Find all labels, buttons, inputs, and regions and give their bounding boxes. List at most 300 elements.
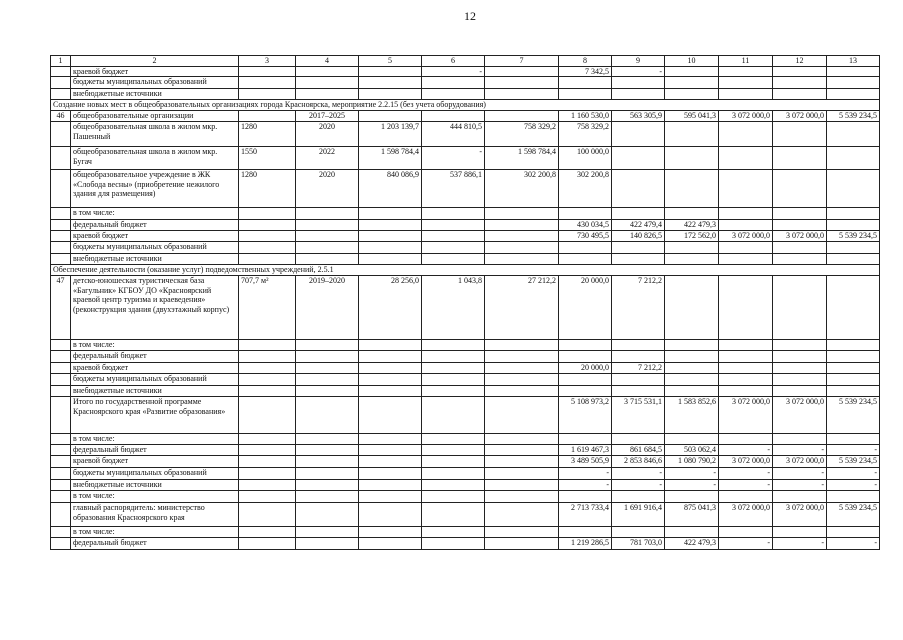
table-cell [773,276,827,340]
table-cell [296,254,359,265]
table-cell [827,363,880,374]
table-cell [773,220,827,231]
row-label: общеобразовательная школа в жилом мкр. Бугач [71,147,239,170]
table-cell: 1280 [239,122,296,147]
table-row [51,445,880,456]
table-cell [359,397,422,434]
table-cell [773,77,827,89]
table-cell [422,503,485,527]
table-cell [359,111,422,122]
table-cell [422,456,485,468]
table-cell [51,242,71,254]
table-cell [51,503,71,527]
table-cell [239,254,296,265]
table-cell [719,242,773,254]
table-cell [422,527,485,538]
table-cell [51,434,71,445]
section-title: Обеспечение деятельности (оказание услуг) подведомственных учреждений, 2.5.1 [51,265,880,276]
table-cell [422,208,485,220]
table-cell: - [559,480,612,491]
table-cell: 422 479,3 [665,220,719,231]
table-cell [827,276,880,340]
section-row [51,265,880,276]
table-cell: - [559,468,612,480]
table-cell [485,254,559,265]
table-cell [485,231,559,242]
table-cell [773,491,827,503]
row-label: краевой бюджет [71,456,239,468]
table-cell [827,170,880,208]
table-cell: - [827,538,880,550]
table-cell [239,340,296,351]
table-cell: 3 072 000,0 [773,503,827,527]
table-cell: 2020 [296,122,359,147]
table-cell [239,386,296,397]
table-cell [359,386,422,397]
table-cell [485,374,559,386]
table-cell [296,434,359,445]
table-row [51,208,880,220]
table-cell [51,340,71,351]
header-row [51,56,880,67]
table-cell [665,374,719,386]
table-cell [359,456,422,468]
table-row [51,340,880,351]
table-cell [773,242,827,254]
table-cell: 3 715 531,1 [612,397,665,434]
table-cell: 7 212,2 [612,363,665,374]
table-cell [239,480,296,491]
table-cell: 20 000,0 [559,276,612,340]
table-cell [359,77,422,89]
table-cell: 302 200,8 [559,170,612,208]
table-cell [665,77,719,89]
table-cell: 2 713 733,4 [559,503,612,527]
table-cell [719,527,773,538]
table-cell: 3 489 505,9 [559,456,612,468]
table-cell [359,340,422,351]
table-cell [422,480,485,491]
table-cell [559,527,612,538]
table-cell: 5 108 973,2 [559,397,612,434]
table-row [51,351,880,363]
row-label: в том числе: [71,434,239,445]
table-cell: 3 072 000,0 [719,397,773,434]
row-label: федеральный бюджет [71,351,239,363]
table-cell [485,503,559,527]
table-cell [359,66,422,77]
table-cell [719,122,773,147]
table-cell: - [773,445,827,456]
table-row [51,468,880,480]
page-number: 12 [464,9,476,23]
table-cell [665,351,719,363]
row-label: бюджеты муниципальных образований [71,374,239,386]
row-label: главный распорядитель: министерство образования Красноярского края [71,503,239,527]
table-cell [773,527,827,538]
table-cell [665,66,719,77]
column-number: 2 [71,56,239,67]
table-cell [719,363,773,374]
table-row [51,242,880,254]
row-label: общеобразовательная школа в жилом мкр. Пашенный [71,122,239,147]
table-cell: 3 072 000,0 [773,456,827,468]
row-label: внебюджетные источники [71,89,239,100]
column-number: 4 [296,56,359,67]
table-cell [359,374,422,386]
table-cell [239,351,296,363]
table-cell [773,374,827,386]
table-cell [296,480,359,491]
table-cell [485,66,559,77]
table-cell: 3 072 000,0 [719,456,773,468]
table-cell [773,170,827,208]
table-cell [51,456,71,468]
table-cell [239,66,296,77]
row-label: в том числе: [71,208,239,220]
table-cell: 5 539 234,5 [827,231,880,242]
table-cell [827,434,880,445]
table-cell [239,468,296,480]
table-cell [296,220,359,231]
table-cell [239,220,296,231]
table-cell [422,254,485,265]
column-number: 8 [559,56,612,67]
table-cell [827,527,880,538]
table-row [51,231,880,242]
table-cell [773,208,827,220]
table-row [51,363,880,374]
table-cell [665,170,719,208]
column-number: 9 [612,56,665,67]
table-cell [359,445,422,456]
column-number: 12 [773,56,827,67]
table-row [51,147,880,170]
table-cell [359,254,422,265]
row-label: Итого по государственной программе Красноярского края «Развитие образования» [71,397,239,434]
table-cell [239,208,296,220]
table-cell: 1280 [239,170,296,208]
table-cell [296,456,359,468]
table-cell: 3 072 000,0 [719,111,773,122]
row-label: федеральный бюджет [71,220,239,231]
table-cell [773,89,827,100]
table-cell [559,491,612,503]
table-cell [51,374,71,386]
table-cell [51,220,71,231]
table-cell [485,363,559,374]
row-label: бюджеты муниципальных образований [71,242,239,254]
table-cell [239,111,296,122]
row-label: краевой бюджет [71,231,239,242]
table-cell: - [773,538,827,550]
table-cell [773,351,827,363]
table-cell [485,242,559,254]
table-cell [485,538,559,550]
table-cell: 100 000,0 [559,147,612,170]
table-cell: 707,7 м² [239,276,296,340]
table-cell [422,386,485,397]
table-cell [51,386,71,397]
table-row [51,527,880,538]
table-cell [719,208,773,220]
table-cell: 7 342,5 [559,66,612,77]
table-cell: 1 080 790,2 [665,456,719,468]
row-label: краевой бюджет [71,66,239,77]
table-cell [719,220,773,231]
table-cell: 5 539 234,5 [827,503,880,527]
table-cell [485,491,559,503]
table-cell [559,374,612,386]
table-cell [827,242,880,254]
table-cell [239,242,296,254]
table-cell: 3 072 000,0 [719,231,773,242]
table-cell [827,208,880,220]
table-cell [51,397,71,434]
table-cell [827,254,880,265]
table-cell: - [665,480,719,491]
table-cell: 1 598 784,4 [485,147,559,170]
table-cell [827,220,880,231]
table-cell: 758 329,2 [485,122,559,147]
row-label: в том числе: [71,340,239,351]
row-label: федеральный бюджет [71,538,239,550]
table-cell [719,386,773,397]
table-cell [296,351,359,363]
column-number: 10 [665,56,719,67]
table-cell [612,208,665,220]
table-cell [51,445,71,456]
table-cell: 20 000,0 [559,363,612,374]
table-cell [51,351,71,363]
table-cell [296,77,359,89]
table-cell [559,254,612,265]
table-cell [827,491,880,503]
table-cell: 2022 [296,147,359,170]
table-cell: 861 684,5 [612,445,665,456]
table-cell: 28 256,0 [359,276,422,340]
column-number: 5 [359,56,422,67]
table-cell [719,351,773,363]
table-cell [359,468,422,480]
table-cell [612,351,665,363]
table-cell [51,538,71,550]
table-cell [773,340,827,351]
column-number: 1 [51,56,71,67]
table-cell: 3 072 000,0 [773,111,827,122]
table-cell [422,77,485,89]
table-row [51,538,880,550]
table-cell: 840 086,9 [359,170,422,208]
table-cell [296,89,359,100]
table-cell [485,386,559,397]
table-cell: 3 072 000,0 [773,397,827,434]
table-cell [422,491,485,503]
table-cell: 1 691 916,4 [612,503,665,527]
table-cell [827,340,880,351]
table-cell [485,397,559,434]
table-cell [359,527,422,538]
table-cell [773,66,827,77]
table-cell [827,351,880,363]
table-row [51,456,880,468]
table-cell: 1550 [239,147,296,170]
table-cell [422,397,485,434]
table-cell [485,89,559,100]
table-cell: 302 200,8 [485,170,559,208]
table-row [51,276,880,340]
row-label: бюджеты муниципальных образований [71,77,239,89]
table-cell: 430 034,5 [559,220,612,231]
table-cell: 1 043,8 [422,276,485,340]
table-cell [719,254,773,265]
table-cell [665,89,719,100]
table-cell: 140 826,5 [612,231,665,242]
table-cell [559,351,612,363]
table-row [51,111,880,122]
column-number: 13 [827,56,880,67]
table-cell: 422 479,3 [665,538,719,550]
table-cell [665,491,719,503]
row-label: общеобразовательное учреждение в ЖК «Слобода весны» (приобретение нежилого здания для размещения) [71,170,239,208]
row-label: внебюджетные источники [71,386,239,397]
table-cell [612,122,665,147]
table-cell [827,77,880,89]
table-cell [719,374,773,386]
table-cell [719,77,773,89]
table-cell: - [665,468,719,480]
table-cell: 5 539 234,5 [827,111,880,122]
table-cell [559,208,612,220]
table-cell [422,468,485,480]
row-label: краевой бюджет [71,363,239,374]
table-cell [485,456,559,468]
table-cell [422,538,485,550]
table-cell [773,147,827,170]
table-cell [485,340,559,351]
table-cell: 875 041,3 [665,503,719,527]
table-cell [719,491,773,503]
row-label: федеральный бюджет [71,445,239,456]
table-cell [612,254,665,265]
table-cell [665,434,719,445]
table-cell: 503 062,4 [665,445,719,456]
table-cell [359,363,422,374]
table-cell [612,434,665,445]
table-row [51,397,880,434]
table-cell [296,468,359,480]
table-cell [665,276,719,340]
table-cell: 2020 [296,170,359,208]
table-cell [773,434,827,445]
table-cell: 1 203 139,7 [359,122,422,147]
table-cell [612,147,665,170]
table-cell [51,363,71,374]
table-cell: - [719,538,773,550]
table-row [51,491,880,503]
table-cell: 2019–2020 [296,276,359,340]
table-cell [719,434,773,445]
table-row [51,220,880,231]
table-cell [665,363,719,374]
table-cell [422,242,485,254]
table-cell [359,503,422,527]
table-cell: - [773,468,827,480]
table-cell: 1 583 852,6 [665,397,719,434]
table-cell [422,374,485,386]
table-cell [296,503,359,527]
table-cell [719,147,773,170]
table-cell [296,527,359,538]
table-cell [296,208,359,220]
table-cell [665,527,719,538]
table-cell [239,374,296,386]
table-cell [51,170,71,208]
table-cell: 46 [51,111,71,122]
table-cell [485,111,559,122]
table-cell [612,374,665,386]
table-cell [239,363,296,374]
table-cell: 5 539 234,5 [827,397,880,434]
table-cell: 537 886,1 [422,170,485,208]
table-cell [296,340,359,351]
table-cell [559,77,612,89]
table-cell [422,111,485,122]
table-cell [296,363,359,374]
table-cell [359,220,422,231]
table-cell: 730 495,5 [559,231,612,242]
table-cell [359,491,422,503]
table-cell [359,208,422,220]
table-cell: 172 562,0 [665,231,719,242]
table-cell [719,89,773,100]
table-cell [296,386,359,397]
table-cell: 563 305,9 [612,111,665,122]
table-cell [612,170,665,208]
table-cell [773,254,827,265]
table-cell [51,254,71,265]
table-cell [422,434,485,445]
table-cell [559,242,612,254]
table-cell [719,340,773,351]
table-cell: 422 479,4 [612,220,665,231]
table-cell [239,231,296,242]
table-cell [51,89,71,100]
table-cell [485,445,559,456]
table-cell [485,77,559,89]
table-cell [239,434,296,445]
table-cell [827,374,880,386]
table-cell [485,434,559,445]
table-cell [296,397,359,434]
table-cell [612,386,665,397]
table-cell: - [612,468,665,480]
table-cell [51,491,71,503]
table-row [51,374,880,386]
table-cell [485,351,559,363]
table-cell [51,480,71,491]
table-row [51,170,880,208]
table-cell: 5 539 234,5 [827,456,880,468]
table-row [51,89,880,100]
row-label: в том числе: [71,527,239,538]
table-cell: - [827,480,880,491]
table-cell: 7 212,2 [612,276,665,340]
table-cell [612,242,665,254]
column-number: 6 [422,56,485,67]
table-cell [239,445,296,456]
table-row [51,77,880,89]
